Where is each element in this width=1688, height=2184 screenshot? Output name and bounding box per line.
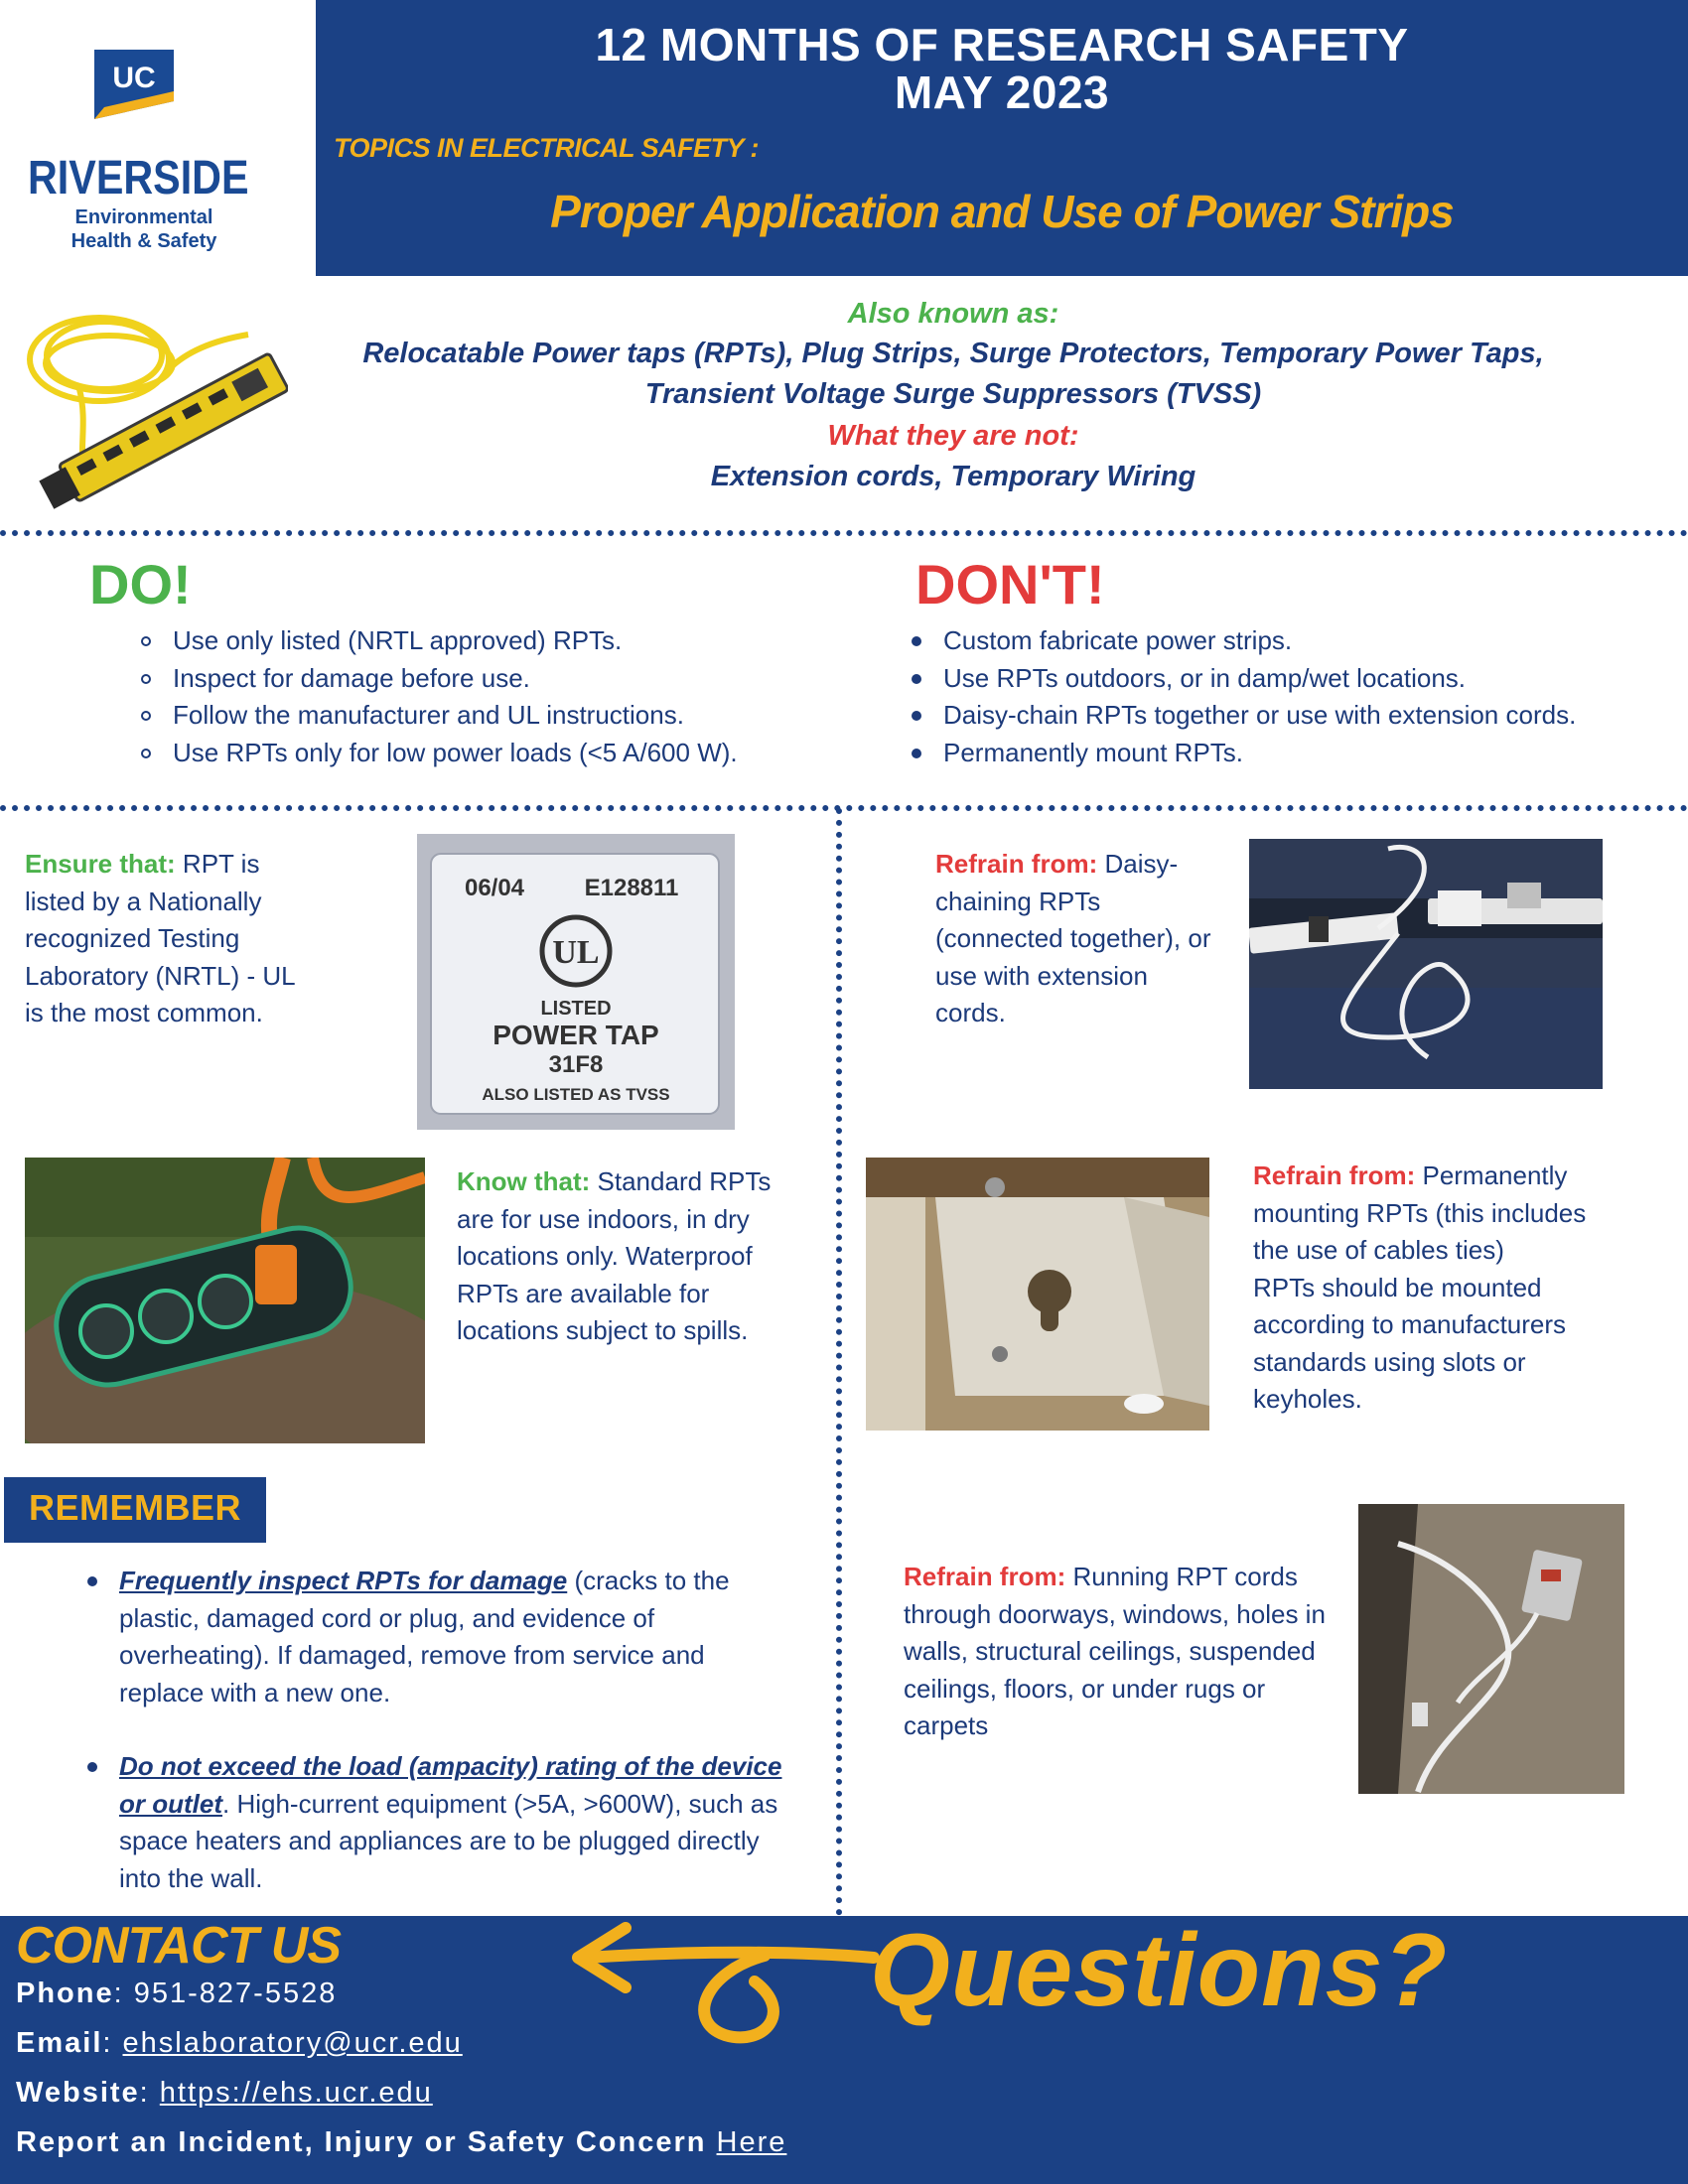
dont-item: Permanently mount RPTs. <box>898 735 1682 772</box>
cord-through-wall-photo <box>1358 1504 1624 1794</box>
ul-code: 31F8 <box>548 1051 604 1078</box>
contact-website: Website: https://ehs.ucr.edu <box>16 2077 433 2109</box>
remember-heading: REMEMBER <box>28 1487 241 1528</box>
uc-logo-icon <box>94 50 174 119</box>
ul-logo-icon: UL <box>552 934 600 971</box>
refrain-routing-lead: Refrain from: <box>904 1562 1066 1591</box>
mounted-strip-photo <box>866 1158 1209 1431</box>
divider-vertical-dotted <box>836 808 842 1916</box>
arrow-icon <box>556 1922 884 2051</box>
know-lead: Know that: <box>457 1166 591 1196</box>
email-link[interactable]: ehslaboratory@ucr.edu <box>122 2027 463 2059</box>
ul-label-photo <box>417 834 735 1130</box>
email-label: Email <box>16 2027 103 2059</box>
refrain-routing-paragraph <box>904 1559 1340 1745</box>
topics-label: TOPICS IN ELECTRICAL SAFETY : <box>334 133 760 163</box>
not-label: What they are not: <box>827 420 1079 452</box>
ensure-body: RPT is listed by a Nationally recognized Testing Laboratory (NRTL) - UL is the most common. <box>25 849 295 1027</box>
remember-item-lead: Frequently inspect RPTs for damage <box>119 1566 568 1595</box>
website-link[interactable]: https://ehs.ucr.edu <box>159 2077 433 2109</box>
remember-item <box>79 1748 794 1897</box>
page-title: 12 MONTHS OF RESEARCH SAFETY <box>595 19 1409 70</box>
dont-item: Daisy-chain RPTs together or use with extension cords. <box>898 697 1682 735</box>
refrain-daisy-lead: Refrain from: <box>935 849 1098 879</box>
divider-dotted <box>0 805 1688 811</box>
logo-dept-line2: Health & Safety <box>70 230 217 252</box>
ensure-lead: Ensure that: <box>25 849 176 879</box>
refrain-mount-body-2: RPTs should be mounted according to manufacturers standards using slots or keyholes. <box>1253 1272 1567 1414</box>
dont-item: Use RPTs outdoors, or in damp/wet locations. <box>898 660 1682 698</box>
daisy-chain-photo <box>1249 839 1603 1089</box>
ul-date: 06/04 <box>464 875 525 901</box>
refrain-daisy-body: Daisy-chaining RPTs (connected together), or use with extension cords. <box>935 849 1211 1027</box>
refrain-daisy-paragraph <box>935 846 1218 1032</box>
logo-wordmark: RIVERSIDE <box>28 152 249 205</box>
remember-item-lead: Do not exceed the load (ampacity) rating of the device or outlet <box>119 1751 782 1819</box>
contact-heading: CONTACT US <box>16 1917 342 1975</box>
ul-listed: LISTED <box>540 998 612 1020</box>
ul-product: POWER TAP <box>492 1020 659 1050</box>
remember-item-body: (cracks to the plastic, damaged cord or plug, and evidence of overheating). If damaged, remove from service and replace with a new one. <box>119 1566 730 1707</box>
phone-value: : 951-827-5528 <box>113 1978 338 2009</box>
dont-item: Custom fabricate power strips. <box>898 622 1682 660</box>
dont-list <box>898 622 1682 771</box>
aka-names-line1: Relocatable Power taps (RPTs), Plug Strips, Surge Protectors, Temporary Power Taps, <box>362 338 1544 369</box>
not-items: Extension cords, Temporary Wiring <box>710 461 1196 492</box>
contact-phone <box>16 1978 337 2010</box>
report-text: Report an Incident, Injury or Safety Concern <box>16 2126 717 2158</box>
refrain-routing-body: Running RPT cords through doorways, windows, holes in walls, structural ceilings, suspended ceilings, floors, or under rugs or carpets <box>904 1562 1326 1740</box>
phone-label: Phone <box>16 1978 114 2009</box>
aka-label: Also known as: <box>847 298 1059 330</box>
do-item: Use only listed (NRTL approved) RPTs. <box>127 622 822 660</box>
do-item: Inspect for damage before use. <box>127 660 822 698</box>
ensure-paragraph <box>25 846 313 1032</box>
waterproof-strip-photo <box>25 1158 425 1443</box>
refrain-mount-lead: Refrain from: <box>1253 1160 1416 1190</box>
do-heading: DO! <box>89 553 192 615</box>
ul-also: ALSO LISTED AS TVSS <box>482 1085 670 1104</box>
contact-report <box>16 2126 786 2159</box>
report-link[interactable]: Here <box>716 2126 787 2158</box>
do-item: Use RPTs only for low power loads (<5 A/600 W). <box>127 735 822 772</box>
main-topic: Proper Application and Use of Power Strips <box>550 186 1454 237</box>
remember-item-body: . High-current equipment (>5A, >600W), such as space heaters and appliances are to be plugged directly into the wall. <box>119 1788 778 1893</box>
website-label: Website <box>16 2077 140 2109</box>
remember-item <box>79 1563 794 1711</box>
know-body: Standard RPTs are for use indoors, in dry locations only. Waterproof RPTs are available for locations subject to spills. <box>457 1166 772 1345</box>
do-item: Follow the manufacturer and UL instructions. <box>127 697 822 735</box>
contact-email: Email: ehslaboratory@ucr.edu <box>16 2027 463 2059</box>
divider-dotted <box>0 530 1688 536</box>
do-list <box>127 622 822 771</box>
page-subtitle-date: MAY 2023 <box>894 67 1110 118</box>
uc-logo-text: UC <box>112 62 156 94</box>
logo-dept-line1: Environmental <box>74 206 213 228</box>
questions-callout: Questions? <box>870 1913 1449 2028</box>
know-paragraph <box>457 1163 784 1350</box>
remember-list <box>79 1563 794 1934</box>
dont-heading: DON'T! <box>915 553 1105 615</box>
refrain-mount-body: Permanently mounting RPTs (this includes the use of cables ties) <box>1253 1160 1587 1265</box>
refrain-mount-paragraph <box>1253 1158 1606 1419</box>
ul-file-number: E128811 <box>584 875 679 901</box>
aka-names-line2: Transient Voltage Surge Suppressors (TVSS) <box>644 378 1262 410</box>
